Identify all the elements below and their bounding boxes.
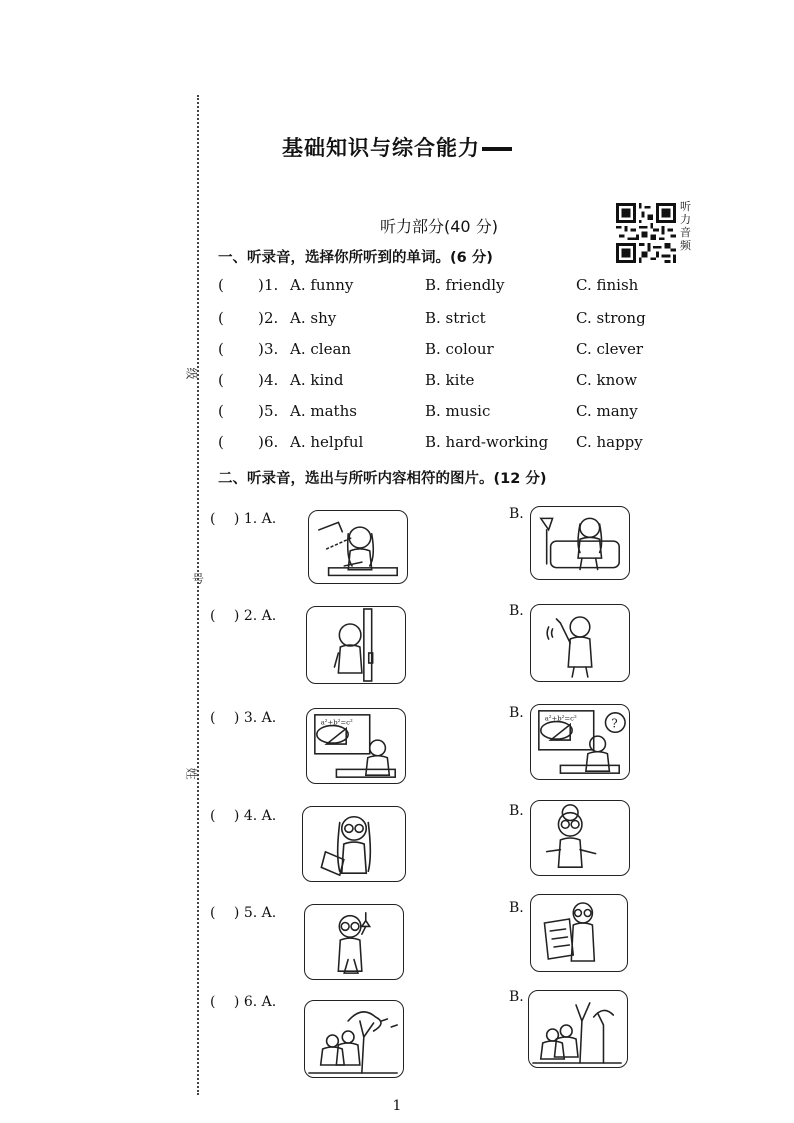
picture-option-a-kids-by-tree[interactable] xyxy=(304,1000,404,1078)
answer-paren-close: ) xyxy=(258,309,264,327)
answer-paren-open[interactable]: ( xyxy=(218,340,224,358)
picture-option-b-girl-confused-at-blackboard[interactable] xyxy=(530,704,630,780)
picture-question-label: ( ) 5. A. xyxy=(210,905,277,921)
option-b: B. music xyxy=(425,402,491,420)
picture-question-label: ( ) 6. A. xyxy=(210,994,277,1010)
edge-mark: 姓 xyxy=(184,767,199,780)
question-row xyxy=(218,371,678,393)
option-c: C. know xyxy=(576,371,638,389)
question-row xyxy=(218,433,678,455)
option-c: C. strong xyxy=(576,309,646,327)
section2-heading: 二、听录音，选出与所听内容相符的图片。(12 分) xyxy=(218,471,547,487)
option-c: C. many xyxy=(576,402,638,420)
option-c: C. clever xyxy=(576,340,644,358)
picture-option-a-man-with-flask[interactable] xyxy=(304,904,404,980)
answer-paren-open[interactable]: ( xyxy=(218,276,224,294)
question-number: 5. xyxy=(264,402,279,420)
answer-paren-open[interactable]: ( xyxy=(218,402,224,420)
option-b: B. friendly xyxy=(425,276,505,294)
option-b-label: B. xyxy=(509,803,524,819)
section1-heading: 一、听录音，选择你所听到的单词。(6 分) xyxy=(218,250,493,266)
answer-paren-open[interactable]: ( xyxy=(218,433,224,451)
page-title: 基础知识与综合能力 xyxy=(0,132,794,162)
option-a: A. kind xyxy=(290,371,344,389)
picture-option-b-kids-by-trees[interactable] xyxy=(528,990,628,1068)
question-number: 4. xyxy=(264,371,279,389)
option-a: A. shy xyxy=(290,309,337,327)
picture-option-a-woman-with-glasses-and-book[interactable] xyxy=(302,806,406,882)
question-row xyxy=(218,340,678,362)
question-number: 1. xyxy=(264,276,279,294)
qr-label: 听力音频 xyxy=(680,200,691,252)
option-b-label: B. xyxy=(509,506,524,522)
edge-mark: 号 xyxy=(192,572,205,586)
answer-paren-close: ) xyxy=(258,402,264,420)
picture-option-b-boy-waving[interactable] xyxy=(530,604,630,682)
picture-option-a-girl-studying-at-desk[interactable] xyxy=(308,510,408,584)
question-row xyxy=(218,276,678,298)
edge-mark: 级 xyxy=(184,367,199,380)
answer-paren-close: ) xyxy=(258,433,264,451)
svg-text:?: ? xyxy=(611,716,618,731)
picture-option-b-girl-sitting-on-sofa[interactable] xyxy=(530,506,630,580)
option-b: B. colour xyxy=(425,340,494,358)
question-number: 3. xyxy=(264,340,279,358)
answer-paren-close: ) xyxy=(258,371,264,389)
picture-question-label: ( ) 1. A. xyxy=(210,511,277,527)
question-row xyxy=(218,402,678,424)
answer-paren-close: ) xyxy=(258,340,264,358)
option-b: B. strict xyxy=(425,309,486,327)
question-number: 2. xyxy=(264,309,279,327)
option-a: A. maths xyxy=(290,402,357,420)
option-b-label: B. xyxy=(509,900,524,916)
picture-option-a-girl-at-blackboard[interactable] xyxy=(306,708,406,784)
picture-question-label: ( ) 3. A. xyxy=(210,710,277,726)
page-number: 1 xyxy=(392,1098,402,1114)
answer-paren-open[interactable]: ( xyxy=(218,309,224,327)
answer-paren-open[interactable]: ( xyxy=(218,371,224,389)
binding-dotted-line xyxy=(197,95,199,1095)
option-b-label: B. xyxy=(509,705,524,721)
answer-paren-close: ) xyxy=(258,276,264,294)
qr-code-icon xyxy=(616,203,676,263)
svg-text:a²+b²=c²: a²+b²=c² xyxy=(320,718,353,727)
option-b: B. hard-working xyxy=(425,433,549,451)
option-c: C. happy xyxy=(576,433,643,451)
option-a: A. helpful xyxy=(290,433,364,451)
option-a: A. funny xyxy=(290,276,354,294)
option-c: C. finish xyxy=(576,276,639,294)
picture-option-b-old-woman-with-glasses[interactable] xyxy=(530,800,630,876)
picture-option-b-man-holding-board[interactable] xyxy=(530,894,628,972)
svg-text:a²+b²=c²: a²+b²=c² xyxy=(544,714,577,723)
picture-question-label: ( ) 4. A. xyxy=(210,808,277,824)
option-a: A. clean xyxy=(290,340,352,358)
picture-option-a-boy-behind-door[interactable] xyxy=(306,606,406,684)
question-number: 6. xyxy=(264,433,279,451)
question-row xyxy=(218,309,678,331)
option-b: B. kite xyxy=(425,371,475,389)
picture-question-label: ( ) 2. A. xyxy=(210,608,277,624)
option-b-label: B. xyxy=(509,603,524,619)
section-subtitle: 听力部分(40 分) xyxy=(380,217,498,236)
option-b-label: B. xyxy=(509,989,524,1005)
